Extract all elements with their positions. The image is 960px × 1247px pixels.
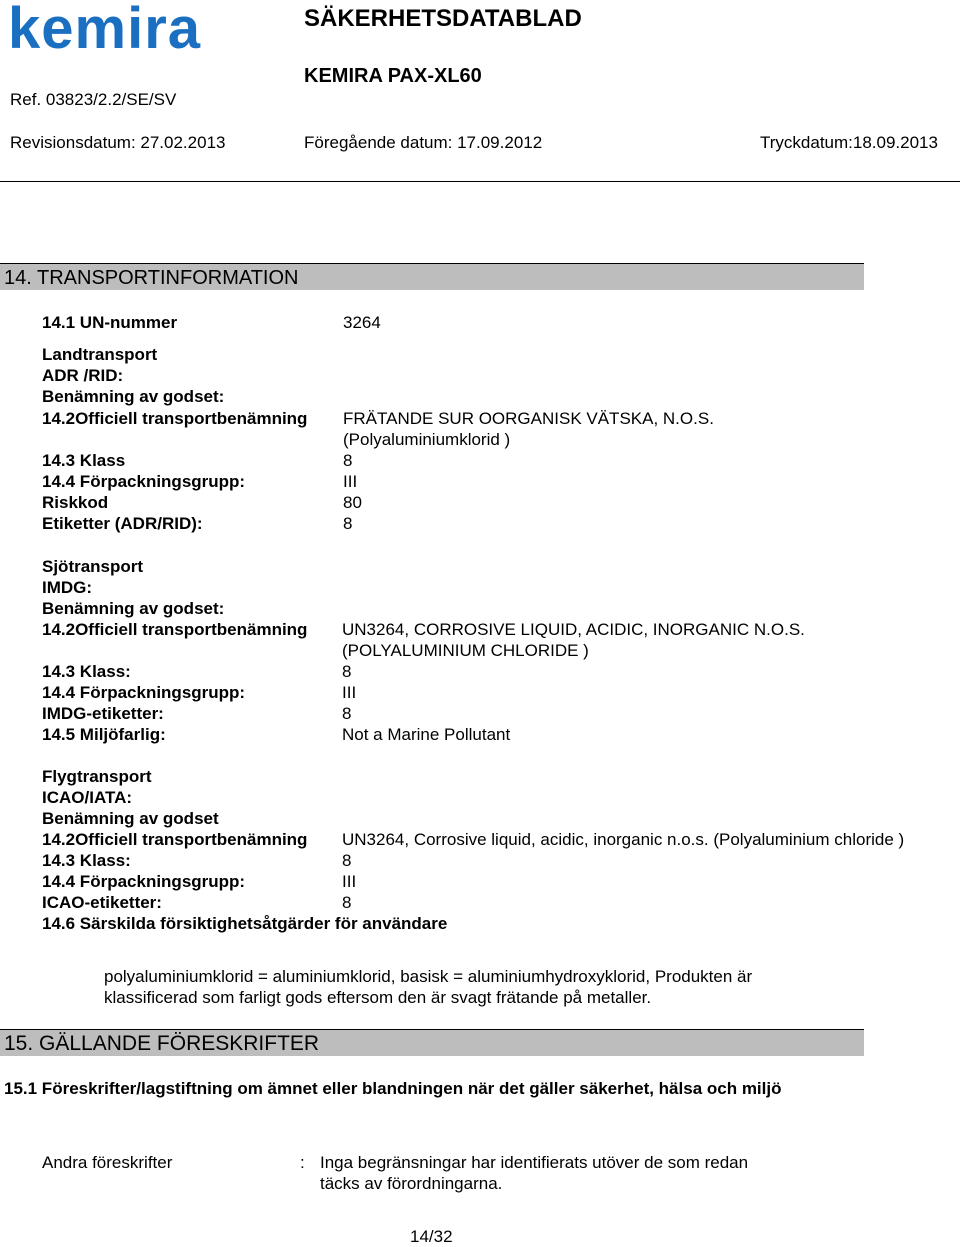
land-class-value: 8 <box>343 451 353 470</box>
sea-packing-group-label: 14.4 Förpackningsgrupp: <box>42 683 246 702</box>
classification-note-line-1: polyaluminiumklorid = aluminiumklorid, basisk = aluminiumhydroxyklorid, Produkten är <box>104 967 753 986</box>
section-15-heading: 15. GÄLLANDE FÖRESKRIFTER <box>4 1032 320 1055</box>
air-packing-group-value: III <box>342 872 357 891</box>
imdg-label: IMDG: <box>42 578 93 597</box>
air-transport-heading: Flygtransport <box>42 767 152 786</box>
section-14-heading: 14. TRANSPORTINFORMATION <box>4 267 299 289</box>
reference-number: Ref. 03823/2.2/SE/SV <box>10 90 177 109</box>
environmental-hazard-value: Not a Marine Pollutant <box>342 725 511 744</box>
sea-shipping-name-value: UN3264, CORROSIVE LIQUID, ACIDIC, INORGANIC N.O.S. <box>342 620 805 639</box>
icao-labels-value: 8 <box>342 893 352 912</box>
section-15-bar <box>0 1029 864 1056</box>
sea-transport-heading: Sjötransport <box>42 557 144 576</box>
land-goods-label: Benämning av godset: <box>42 387 225 406</box>
air-packing-group-label: 14.4 Förpackningsgrupp: <box>42 872 246 891</box>
section-14-bar <box>0 263 864 290</box>
previous-date: Föregående datum: 17.09.2012 <box>304 133 543 152</box>
land-shipping-name-label: 14.2Officiell transportbenämning <box>42 409 308 428</box>
sea-shipping-name-value-2: (POLYALUMINIUM CHLORIDE ) <box>342 641 589 660</box>
air-class-value: 8 <box>342 851 352 870</box>
air-class-label: 14.3 Klass: <box>42 851 131 870</box>
un-number-label: 14.1 UN-nummer <box>42 313 178 332</box>
sea-goods-label: Benämning av godset: <box>42 599 225 618</box>
air-shipping-name-label: 14.2Officiell transportbenämning <box>42 830 308 849</box>
land-transport-heading: Landtransport <box>42 345 158 364</box>
print-date: Tryckdatum:18.09.2013 <box>760 133 938 152</box>
environmental-hazard-label: 14.5 Miljöfarlig: <box>42 725 166 744</box>
sea-class-label: 14.3 Klass: <box>42 662 131 681</box>
adr-rid-label: ADR /RID: <box>42 366 124 385</box>
other-regulations-value-line-1: Inga begränsningar har identifierats utöver de som redan <box>320 1153 749 1172</box>
kemira-logo-text: kemira <box>8 4 202 54</box>
other-regulations-label: Andra föreskrifter <box>42 1153 173 1172</box>
sea-class-value: 8 <box>342 662 352 681</box>
land-shipping-name-value-2: (Polyaluminiumklorid ) <box>343 430 511 449</box>
imdg-labels-value: 8 <box>342 704 352 723</box>
page-number: 14/32 <box>410 1227 453 1246</box>
kemira-logo <box>8 4 248 59</box>
land-packing-group-value: III <box>343 472 358 491</box>
product-name: KEMIRA PAX-XL60 <box>304 65 482 87</box>
adr-labels-value: 8 <box>343 514 353 533</box>
risk-code-value: 80 <box>343 493 362 512</box>
air-shipping-name-value: UN3264, Corrosive liquid, acidic, inorganic n.o.s. (Polyaluminium chloride ) <box>342 830 905 849</box>
document-title: SÄKERHETSDATABLAD <box>304 5 582 32</box>
header-divider <box>0 181 960 182</box>
land-shipping-name-value: FRÄTANDE SUR OORGANISK VÄTSKA, N.O.S. <box>343 409 714 428</box>
other-regulations-colon: : <box>300 1153 305 1172</box>
un-number-value: 3264 <box>343 313 381 332</box>
imdg-labels-label: IMDG-etiketter: <box>42 704 164 723</box>
kemira-logo-mark <box>8 4 248 54</box>
other-regulations-value-line-2: täcks av förordningarna. <box>320 1174 503 1193</box>
classification-note-line-2: klassificerad som farligt gods eftersom den är svagt frätande på metaller. <box>104 988 652 1007</box>
special-precautions-heading: 14.6 Särskilda försiktighetsåtgärder för användare <box>42 914 448 933</box>
icao-labels-label: ICAO-etiketter: <box>42 893 162 912</box>
sea-shipping-name-label: 14.2Officiell transportbenämning <box>42 620 308 639</box>
icao-iata-label: ICAO/IATA: <box>42 788 133 807</box>
sea-packing-group-value: III <box>342 683 357 702</box>
revision-date: Revisionsdatum: 27.02.2013 <box>10 133 226 152</box>
regulations-subheading: 15.1 Föreskrifter/lagstiftning om ämnet eller blandningen när det gäller säkerhet, hälsa och miljö <box>4 1079 782 1098</box>
land-packing-group-label: 14.4 Förpackningsgrupp: <box>42 472 246 491</box>
air-goods-label: Benämning av godset <box>42 809 219 828</box>
risk-code-label: Riskkod <box>42 493 109 512</box>
adr-labels-label: Etiketter (ADR/RID): <box>42 514 203 533</box>
land-class-label: 14.3 Klass <box>42 451 126 470</box>
